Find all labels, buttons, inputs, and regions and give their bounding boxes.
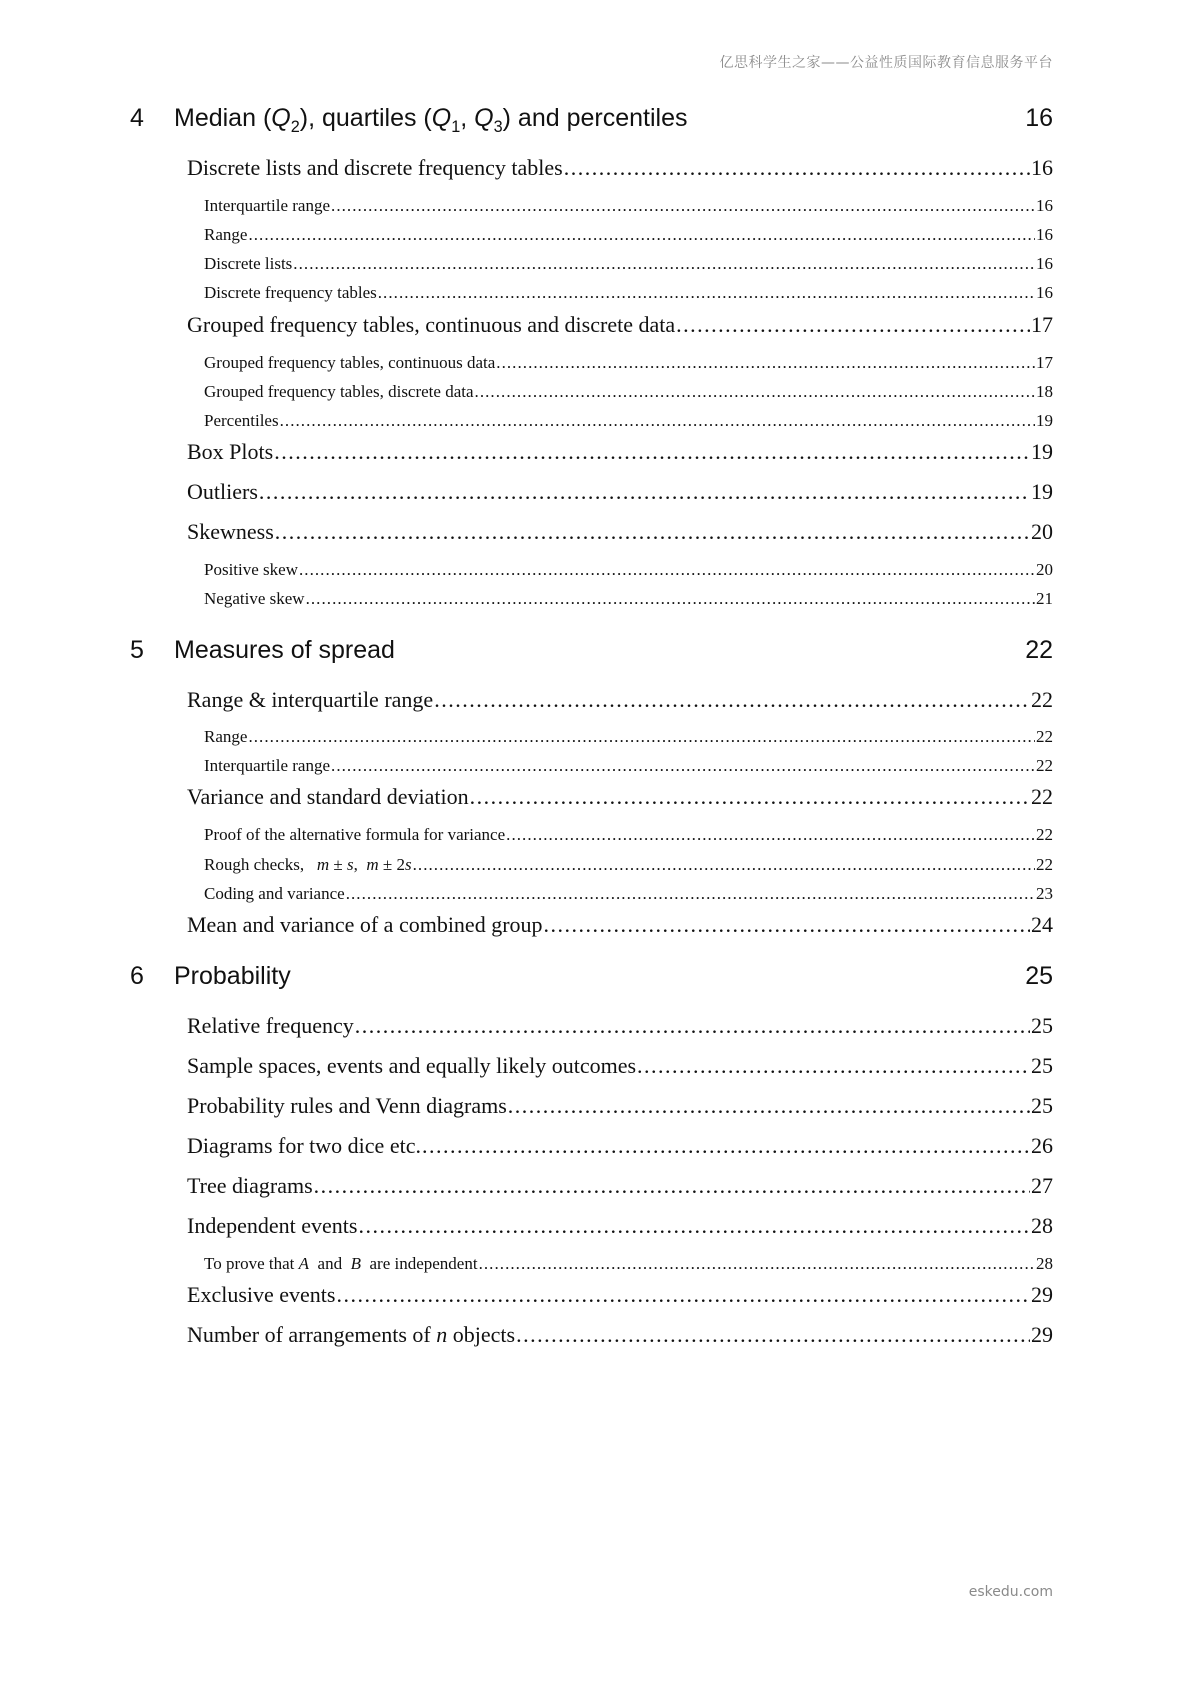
chapter-page: 16 [1025,104,1053,132]
toc-entry[interactable]: Diagrams for two dice etc. . . . 26 [187,1133,1053,1159]
toc-entry[interactable]: Variance and standard deviation . . . 22 [187,784,1053,810]
chapter-title: Median $(Q_2)$, quartiles ($Q_1$, $Q_3$) and percentiles [174,104,688,136]
chapter-title: Measures of spread [174,636,395,664]
toc-chapter-4[interactable] [130,104,1053,137]
toc-subentry[interactable]: To prove that A and B are independent . . . 28 [204,1254,1053,1274]
toc-subentry[interactable]: Coding and variance . . . 23 [204,884,1053,904]
toc-subentry[interactable]: Range . . . 16 [204,225,1053,245]
toc-subentry[interactable]: Positive skew . . . 20 [204,560,1053,580]
toc-subentry[interactable]: Rough checks, m ± s, m ± 2s . . . 22 [204,855,1053,875]
toc-subentry[interactable]: Percentiles . . . 19 [204,411,1053,431]
toc-entry[interactable]: Outliers . . . 19 [187,479,1053,505]
page-footer: eskedu.com [968,1584,1053,1600]
toc-entry[interactable]: Grouped frequency tables, continuous and discrete data . . . 17 [187,312,1053,338]
toc-chapter-6[interactable] [130,962,1053,991]
toc-subentry[interactable]: Interquartile range . . . 16 [204,196,1053,216]
toc-entry[interactable]: Number of arrangements of n objects . . . 29 [187,1322,1053,1348]
toc-entry[interactable]: Exclusive events . . . 29 [187,1282,1053,1308]
toc-chapter-5[interactable] [130,636,1053,665]
toc-subentry[interactable]: Grouped frequency tables, discrete data . . . 18 [204,382,1053,402]
toc-subentry[interactable]: Range . . . 22 [204,727,1053,747]
toc-subentry[interactable]: Interquartile range . . . 22 [204,756,1053,776]
toc-entry[interactable]: Box Plots . . . 19 [187,439,1053,465]
chapter-number: 4 [130,104,144,132]
page-header: 亿思科学生之家——公益性质国际教育信息服务平台 [719,55,1053,71]
chapter-number: 6 [130,962,144,990]
toc-entry[interactable]: Relative frequency . . . 25 [187,1013,1053,1039]
toc-subentry[interactable]: Grouped frequency tables, continuous data . . . 17 [204,353,1053,373]
toc-subentry[interactable]: Negative skew . . . 21 [204,589,1053,609]
chapter-page: 22 [1025,636,1053,664]
chapter-title: Probability [174,962,291,990]
toc-entry[interactable]: Skewness . . . 20 [187,519,1053,545]
toc-entry[interactable]: Discrete lists and discrete frequency tables . . . 16 [187,155,1053,181]
toc-subentry[interactable]: Discrete frequency tables . . . 16 [204,283,1053,303]
chapter-page: 25 [1025,962,1053,990]
toc-entry[interactable]: Independent events . . . 28 [187,1213,1053,1239]
toc-subentry[interactable]: Discrete lists . . . 16 [204,254,1053,274]
toc-entry[interactable]: Range & interquartile range . . . 22 [187,687,1053,713]
toc-subentry[interactable]: Proof of the alternative formula for variance . . . 22 [204,825,1053,845]
toc-entry[interactable]: Mean and variance of a combined group . . . 24 [187,912,1053,938]
toc-entry[interactable]: Sample spaces, events and equally likely outcomes . . . 25 [187,1053,1053,1079]
chapter-number: 5 [130,636,144,664]
toc-entry[interactable]: Probability rules and Venn diagrams . . . 25 [187,1093,1053,1119]
toc-entry[interactable]: Tree diagrams . . . 27 [187,1173,1053,1199]
